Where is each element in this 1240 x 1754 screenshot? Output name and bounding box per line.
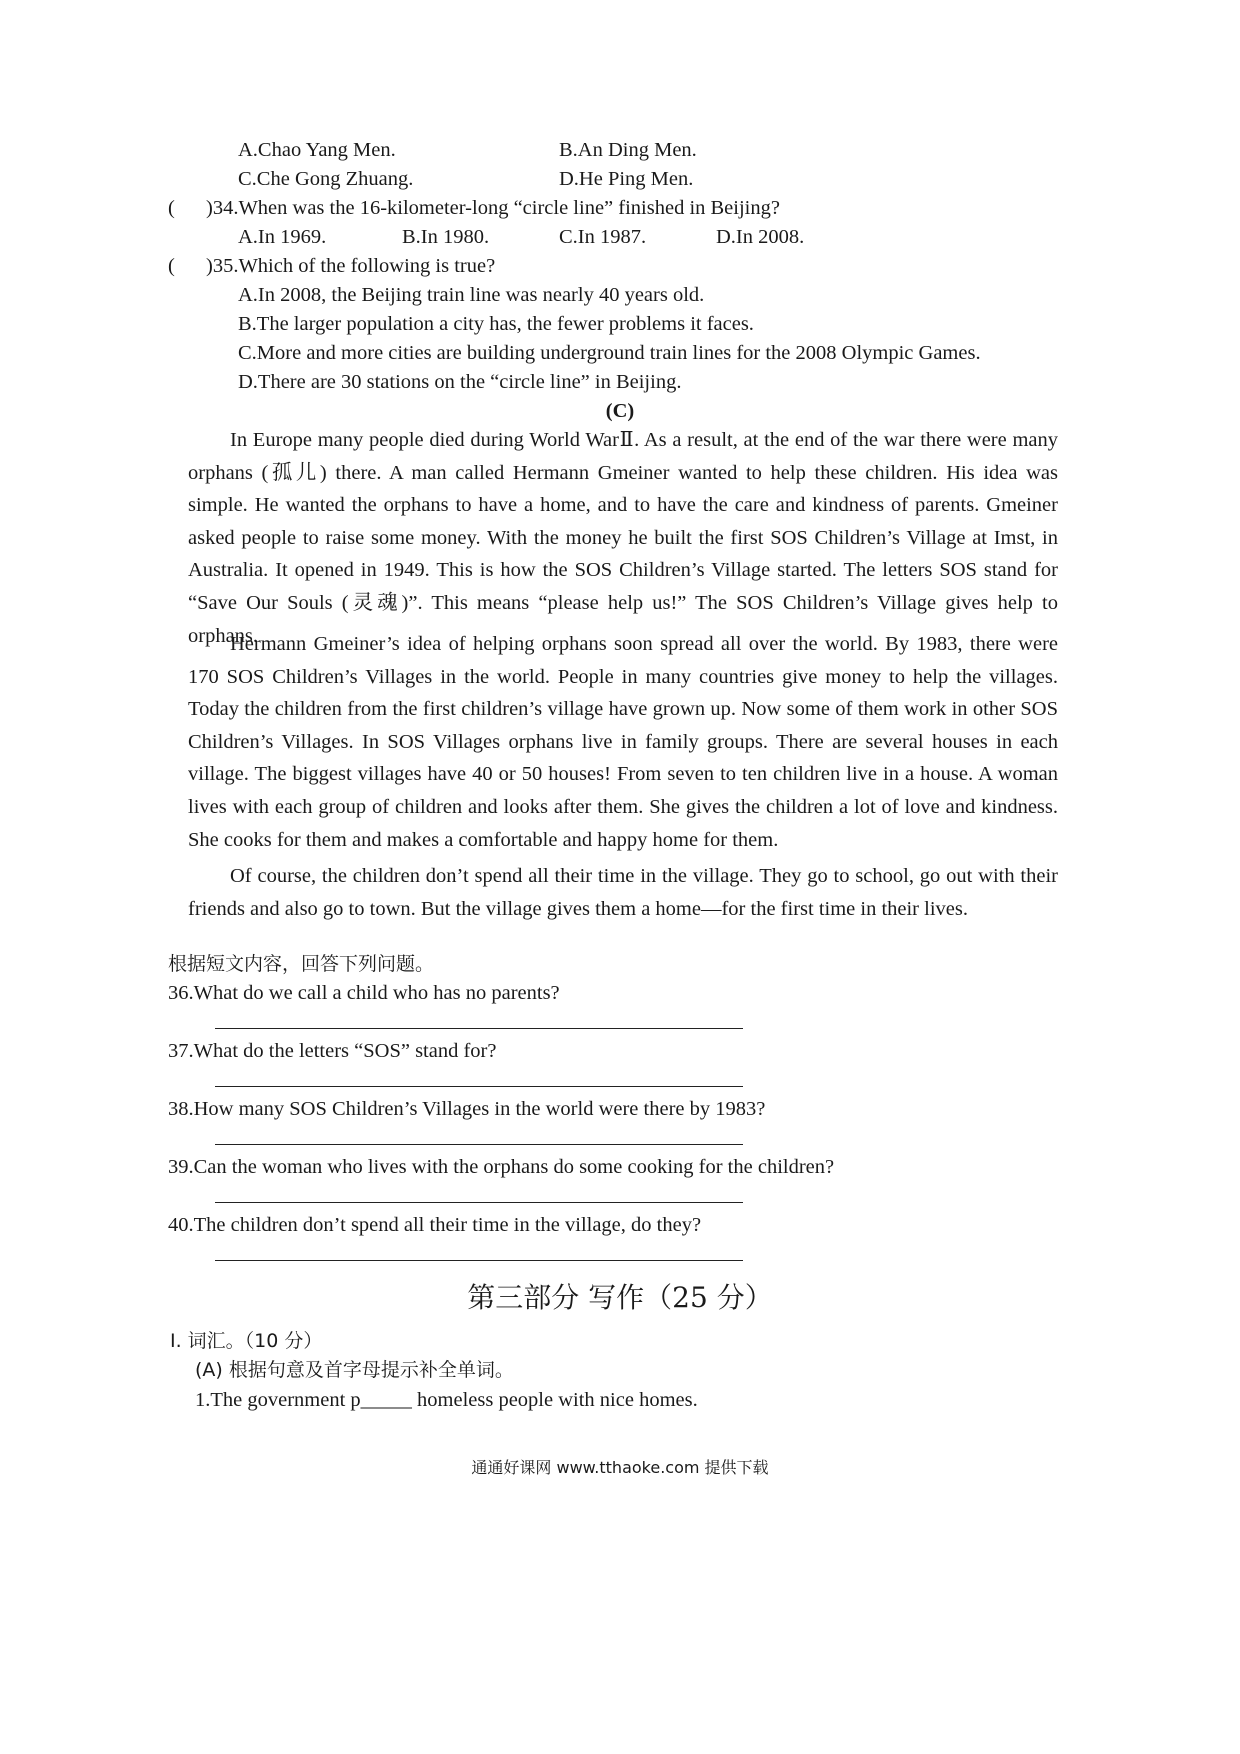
- answer-blank-39[interactable]: [215, 1202, 743, 1203]
- answer-instruction: 根据短文内容，回答下列问题。: [168, 953, 435, 975]
- q33-option-c: C.Che Gong Zhuang.: [238, 168, 414, 190]
- answer-blank-36[interactable]: [215, 1028, 743, 1029]
- q34-option-d: D.In 2008.: [716, 226, 805, 248]
- q35-option-b: B.The larger population a city has, the fewer problems it faces.: [238, 313, 754, 335]
- answer-blank-40[interactable]: [215, 1260, 743, 1261]
- q33-option-d: D.He Ping Men.: [559, 168, 694, 190]
- answer-blank-38[interactable]: [215, 1144, 743, 1145]
- q34-question-line: [168, 194, 780, 222]
- q33-option-a: A.Chao Yang Men.: [238, 139, 396, 161]
- answer-blank-37[interactable]: [215, 1086, 743, 1087]
- vocabulary-section-heading: Ⅰ. 词汇。（10 分）: [170, 1330, 323, 1352]
- q35-option-a: A.In 2008, the Beijing train line was nearly 40 years old.: [238, 284, 705, 306]
- q34-option-b: B.In 1980.: [402, 226, 490, 248]
- question-40: 40.The children don’t spend all their time in the village, do they?: [168, 1214, 702, 1236]
- question-38: 38.How many SOS Children’s Villages in the world were there by 1983?: [168, 1098, 766, 1120]
- page-footer: 通通好课网 www.tthaoke.com 提供下载: [471, 1458, 769, 1477]
- vocabulary-item-1: 1.The government p_____ homeless people with nice homes.: [195, 1389, 698, 1411]
- q35-option-d: D.There are 30 stations on the “circle line” in Beijing.: [238, 371, 682, 393]
- q35-answer-paren[interactable]: (: [168, 255, 175, 277]
- q34-option-a: A.In 1969.: [238, 226, 327, 248]
- q35-option-c: C.More and more cities are building underground train lines for the 2008 Olympic Games.: [238, 342, 981, 364]
- passage-paragraph-2: Hermann Gmeiner’s idea of helping orphans soon spread all over the world. By 1983, there were 170 SOS Children’s Villages in the world. People in many countries give money to help the villages. Today the children from the first children’s village have grown up. Now some of them work in other SOS Children’s Villages. In SOS Villages orphans live in family groups. There are several houses in each village. The biggest villages have 40 or 50 houses! From seven to ten children live in a house. A woman lives with each group of children and looks after them. She gives the children a lot of love and kindness. She cooks for them and makes a comfortable and happy home for them.: [188, 633, 1058, 851]
- part3-title: 第三部分 写作（25 分）: [467, 1281, 773, 1314]
- q34-answer-paren[interactable]: (: [168, 197, 175, 219]
- q35-question: )35.Which of the following is true?: [206, 255, 496, 277]
- vocabulary-subsection-a: (A) 根据句意及首字母提示补全单词。: [195, 1359, 514, 1381]
- passage-paragraph-3: Of course, the children don’t spend all their time in the village. They go to school, go out with their friends and also go to town. But the village gives them a home—for the first time in their lives.: [188, 865, 1058, 920]
- q34-question: )34.When was the 16-kilometer-long “circle line” finished in Beijing?: [206, 197, 780, 219]
- question-39: 39.Can the woman who lives with the orphans do some cooking for the children?: [168, 1156, 835, 1178]
- q34-option-c: C.In 1987.: [559, 226, 647, 248]
- question-37: 37.What do the letters “SOS” stand for?: [168, 1040, 497, 1062]
- passage-heading: (C): [605, 400, 635, 422]
- q35-question-line: [168, 252, 495, 280]
- passage-paragraph-1: In Europe many people died during World WarⅡ. As a result, at the end of the war there were many orphans (孤儿) there. A man called Hermann Gmeiner wanted to help these children. His idea was simple. He wanted the orphans to have a home, and to have the care and kindness of parents. Gmeiner asked people to raise some money. With the money he built the first SOS Children’s Village at Imst, in Australia. It opened in 1949. This is how the SOS Children’s Village started. The letters SOS stand for “Save Our Souls (灵魂)”. This means “please help us!” The SOS Children’s Village gives help to orphans.: [188, 429, 1058, 647]
- q33-option-b: B.An Ding Men.: [559, 139, 697, 161]
- question-36: 36.What do we call a child who has no parents?: [168, 982, 560, 1004]
